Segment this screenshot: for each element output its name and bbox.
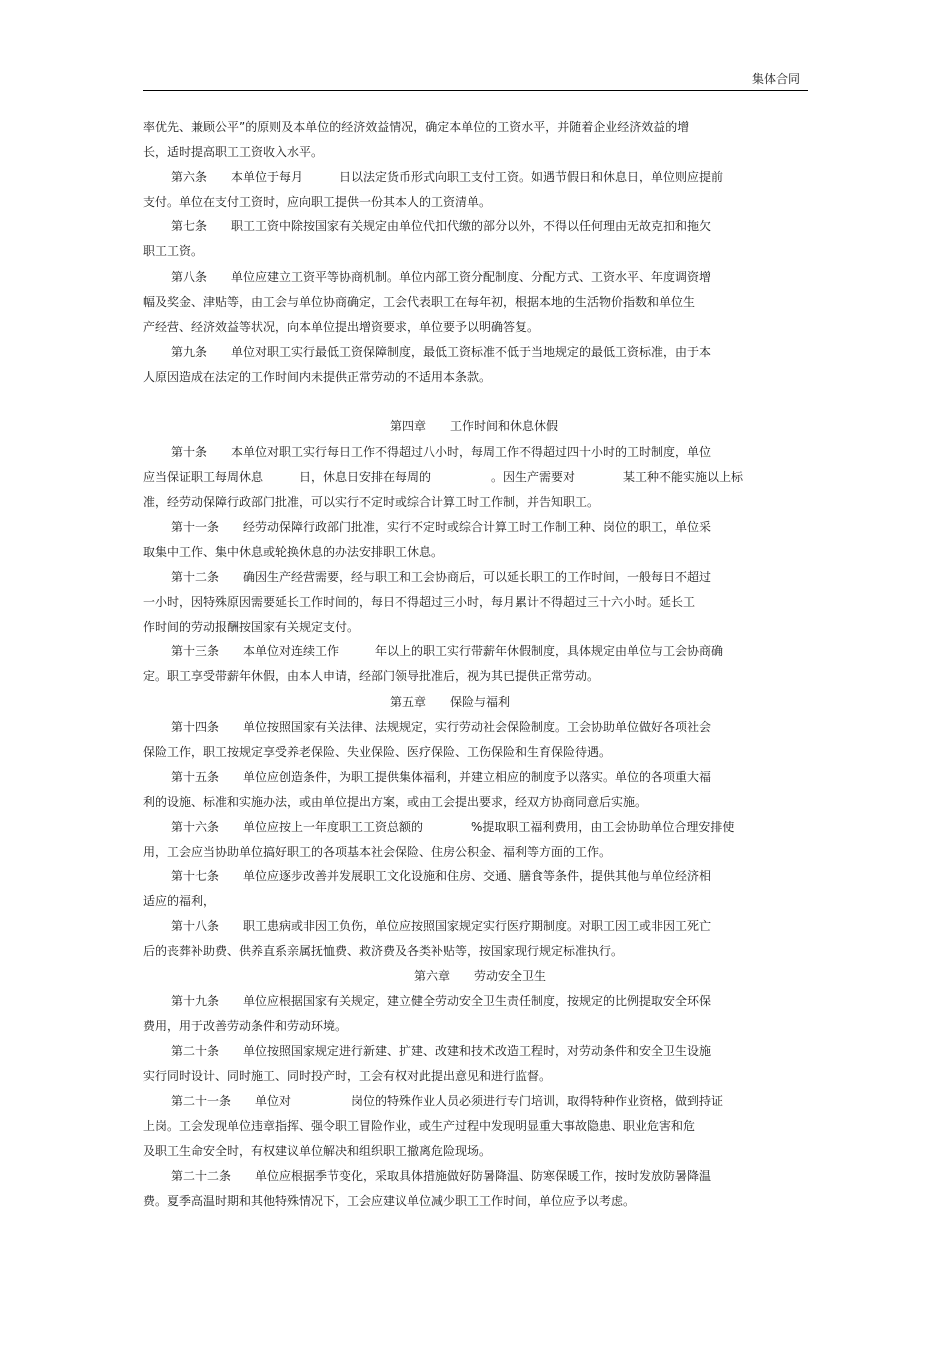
text-line: 适应的福利， — [143, 894, 216, 908]
text-line: 费用，用于改善劳动条件和劳动环境。 — [143, 1019, 348, 1033]
text-line: 率优先、兼顾公平”的原则及本单位的经济效益情况，确定本单位的工资水平，并随着企业经济效益的增 — [143, 120, 690, 134]
article-8: 第八条 单位应建立工资平等协商机制。单位内部工资分配制度、分配方式、工资水平、年度调资增 — [171, 270, 712, 284]
article-17: 第十七条 单位应逐步改善并发展职工文化设施和住房、交通、膳食等条件，提供其他与单位经济相 — [171, 869, 712, 883]
chapter-6-heading: 第六章 劳动安全卫生 — [414, 969, 547, 983]
article-22: 第二十二条 单位应根据季节变化，采取具体措施做好防暑降温、防寒保暖工作，按时发放防暑降温 — [171, 1169, 712, 1183]
text-line: 上岗。工会发现单位违章指挥、强令职工冒险作业，或生产过程中发现明显重大事故隐患、职业危害和危 — [143, 1119, 696, 1133]
text-line: 职工工资。 — [143, 244, 204, 258]
article-11: 第十一条 经劳动保障行政部门批准，实行不定时或综合计算工时工作制工种、岗位的职工，单位采 — [171, 520, 712, 534]
text-line: 保险工作，职工按规定享受养老保险、失业保险、医疗保险、工伤保险和生育保险待遇。 — [143, 745, 612, 759]
text-line: 取集中工作、集中休息或轮换休息的办法安排职工休息。 — [143, 545, 444, 559]
article-15: 第十五条 单位应创造条件，为职工提供集体福利，并建立相应的制度予以落实。单位的各项重大福 — [171, 770, 712, 784]
article-7: 第七条 职工工资中除按国家有关规定由单位代扣代缴的部分以外，不得以任何理由无故克扣和拖欠 — [171, 219, 712, 233]
article-12: 第十二条 确因生产经营需要，经与职工和工会协商后，可以延长职工的工作时间，一般每日不超过 — [171, 570, 712, 584]
article-13: 第十三条 本单位对连续工作 年以上的职工实行带薪年休假制度，具体规定由单位与工会协商确 — [171, 644, 724, 658]
text-line: 作时间的劳动报酬按国家有关规定支付。 — [143, 620, 360, 634]
text-line: 费。夏季高温时期和其他特殊情况下，工会应建议单位减少职工工作时间，单位应予以考虑。 — [143, 1194, 636, 1208]
text-line: 定。职工享受带薪年休假，由本人申请，经部门领导批准后，视为其已提供正常劳动。 — [143, 669, 600, 683]
text-line: 实行同时设计、同时施工、同时投产时，工会有权对此提出意见和进行监督。 — [143, 1069, 552, 1083]
article-18: 第十八条 职工患病或非因工负伤，单位应按照国家规定实行医疗期制度。对职工因工或非因工死亡 — [171, 919, 712, 933]
article-10: 第十条 本单位对职工实行每日工作不得超过八小时，每周工作不得超过四十小时的工时制度，单位 — [171, 445, 712, 459]
text-line: 人原因造成在法定的工作时间内未提供正常劳动的不适用本条款。 — [143, 370, 492, 384]
chapter-5-heading: 第五章 保险与福利 — [390, 695, 511, 709]
text-line: 长，适时提高职工工资收入水平。 — [143, 145, 324, 159]
text-line: 应当保证职工每周休息 日，休息日安排在每周的 。因生产需要对 某工种不能实施以上标 — [143, 470, 744, 484]
text-line: 利的设施、标准和实施办法，或由单位提出方案，或由工会提出要求，经双方协商同意后实施。 — [143, 795, 648, 809]
text-line: 幅及奖金、津贴等，由工会与单位协商确定，工会代表职工在每年初，根据本地的生活物价指数和单位生 — [143, 295, 696, 309]
text-line: 准，经劳动保障行政部门批准，可以实行不定时或综合计算工时工作制，并告知职工。 — [143, 495, 600, 509]
chapter-4-heading: 第四章 工作时间和休息休假 — [390, 419, 559, 433]
text-line: 及职工生命安全时，有权建议单位解决和组织职工撤离危险现场。 — [143, 1144, 492, 1158]
text-line: 后的丧葬补助费、供养直系亲属抚恤费、救济费及各类补贴等，按国家现行规定标准执行。 — [143, 944, 624, 958]
article-20: 第二十条 单位按照国家规定进行新建、扩建、改建和技术改造工程时，对劳动条件和安全卫生设施 — [171, 1044, 712, 1058]
article-9: 第九条 单位对职工实行最低工资保障制度，最低工资标准不低于当地规定的最低工资标准，由于本 — [171, 345, 712, 359]
article-19: 第十九条 单位应根据国家有关规定，建立健全劳动安全卫生责任制度，按规定的比例提取安全环保 — [171, 994, 712, 1008]
text-line: 支付。单位在支付工资时，应向职工提供一份其本人的工资清单。 — [143, 195, 492, 209]
text-line: 用，工会应当协助单位搞好职工的各项基本社会保险、住房公积金、福利等方面的工作。 — [143, 845, 612, 859]
header-title: 集体合同 — [752, 72, 801, 86]
text-line: 产经营、经济效益等状况，向本单位提出增资要求，单位要予以明确答复。 — [143, 320, 540, 334]
article-21: 第二十一条 单位对 岗位的特殊作业人员必须进行专门培训，取得特种作业资格，做到持证 — [171, 1094, 724, 1108]
article-16: 第十六条 单位应按上一年度职工工资总额的 %提取职工福利费用，由工会协助单位合理安排使 — [171, 820, 735, 834]
header-divider — [143, 90, 808, 91]
article-6: 第六条 本单位于每月 日以法定货币形式向职工支付工资。如遇节假日和休息日，单位则应提前 — [171, 170, 724, 184]
article-14: 第十四条 单位按照国家有关法律、法规规定，实行劳动社会保险制度。工会协助单位做好各项社会 — [171, 720, 712, 734]
text-line: 一小时，因特殊原因需要延长工作时间的，每日不得超过三小时，每月累计不得超过三十六小时。延长工 — [143, 595, 696, 609]
